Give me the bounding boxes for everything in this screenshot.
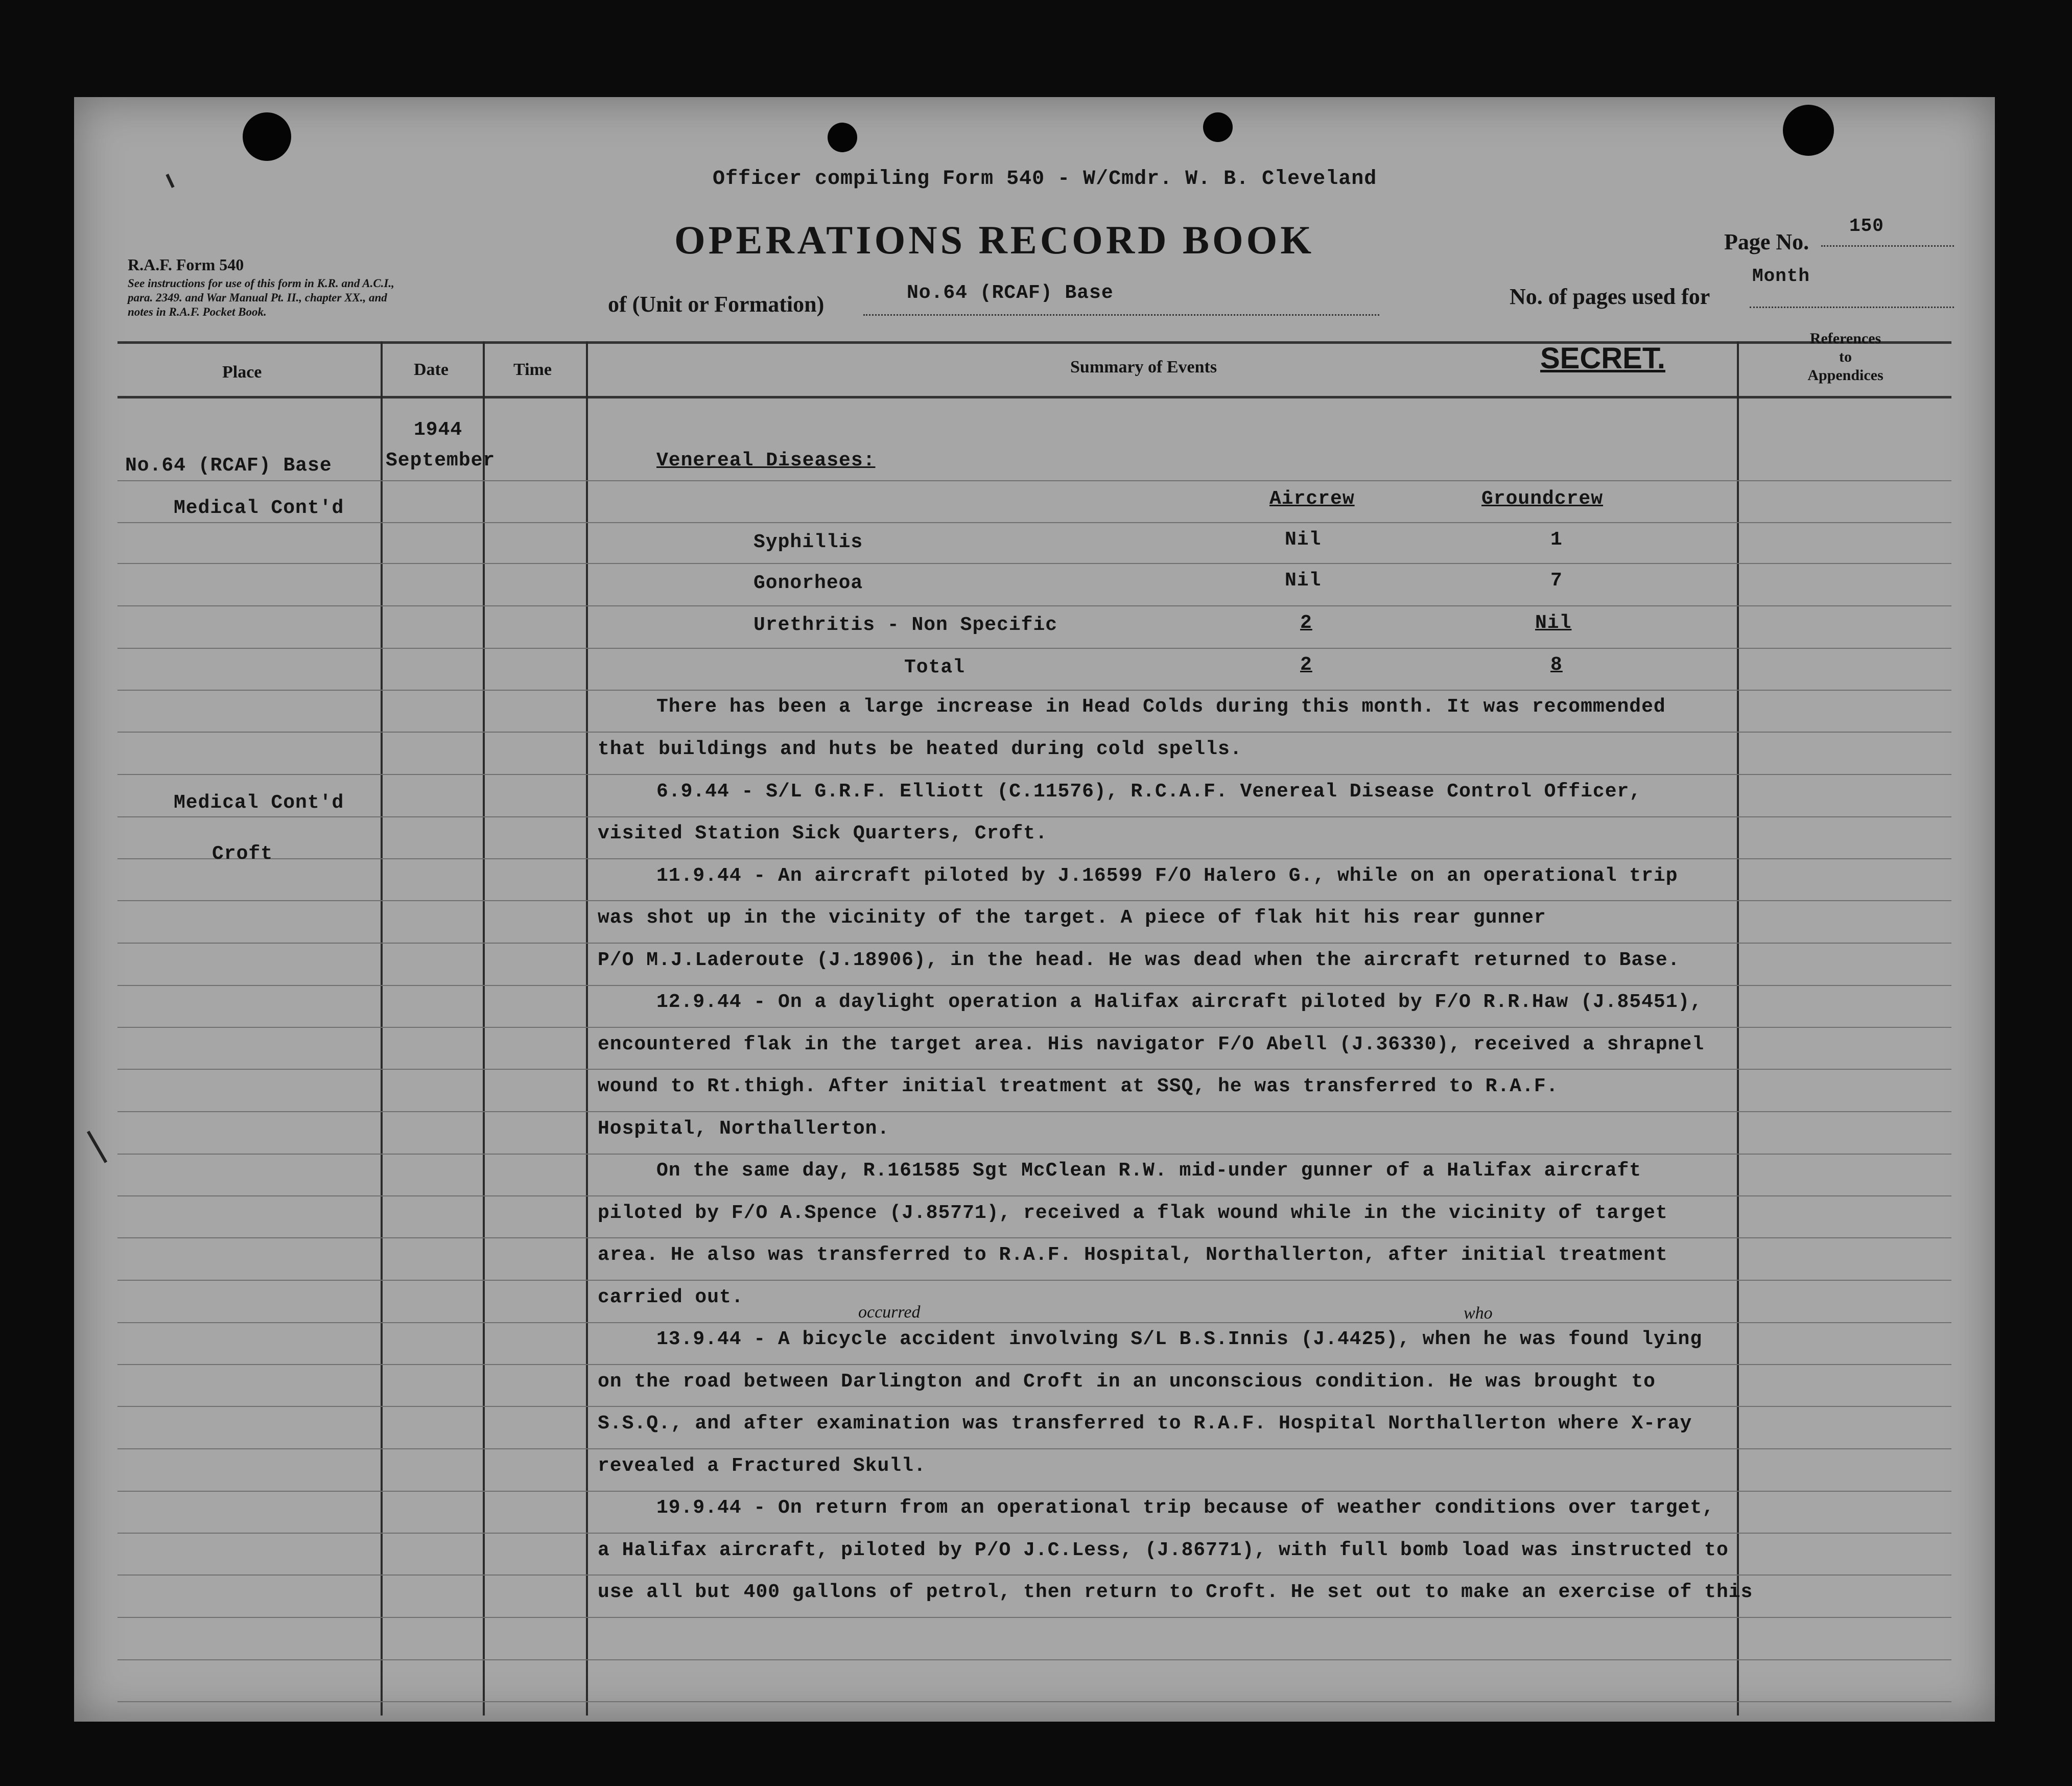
place-medical-contd-2: Medical Cont'd [174, 792, 344, 814]
ruled-line [117, 480, 1951, 481]
punch-hole-center-right [1203, 112, 1233, 142]
vd-heading: Venereal Diseases: [656, 450, 876, 472]
table-header-rule [117, 396, 1951, 398]
ruled-line [117, 690, 1951, 691]
punch-hole-right [1783, 105, 1834, 156]
margin-mark [87, 1131, 107, 1163]
place-croft: Croft [212, 843, 273, 865]
place-unit: No.64 (RCAF) Base [125, 455, 332, 477]
date-month: September [386, 450, 496, 472]
vd-row-groundcrew: Nil [1535, 612, 1572, 634]
vd-row-aircrew: 2 [1300, 654, 1312, 676]
margin-mark [166, 174, 174, 188]
date-year: 1944 [414, 419, 463, 441]
vd-row-aircrew: Nil [1285, 570, 1322, 592]
body-line: 19.9.44 - On return from an operational trip because of weather conditions over target, [656, 1497, 1714, 1519]
col-divider-summary-refs [1737, 341, 1739, 1716]
column-header-summary: Summary of Events [1070, 358, 1217, 377]
form-instruction-3: notes in R.A.F. Pocket Book. [128, 306, 267, 318]
form-instruction-1: See instructions for use of this form in K.R. and A.C.I., [128, 277, 394, 290]
column-header-references [1739, 330, 1951, 385]
ruled-line [117, 522, 1951, 523]
vd-row-label: Total [904, 656, 966, 678]
body-line: 11.9.44 - An aircraft piloted by J.16599 F/O Halero G., while on an operational trip [656, 865, 1678, 887]
unit-dotted-line [863, 314, 1379, 316]
ruled-line [117, 1491, 1951, 1492]
col-divider-place-date [381, 341, 383, 1716]
vd-row-aircrew: 2 [1300, 612, 1312, 634]
ruled-line [117, 1617, 1951, 1618]
ruled-line [117, 774, 1951, 775]
ruled-line [117, 1659, 1951, 1660]
body-line: use all but 400 gallons of petrol, then return to Croft. He set out to make an exercise of this [598, 1581, 1753, 1603]
form-instruction-2: para. 2349. and War Manual Pt. II., chapter XX., and [128, 291, 387, 304]
body-line: Hospital, Northallerton. [598, 1118, 890, 1140]
body-line: visited Station Sick Quarters, Croft. [598, 823, 1048, 844]
table-top-rule [117, 341, 1951, 344]
body-line: area. He also was transferred to R.A.F. Hospital, Northallerton, after initial treatment [598, 1244, 1668, 1266]
ruled-line [117, 1406, 1951, 1407]
ruled-line [117, 1069, 1951, 1070]
page-no-dotted-line [1821, 245, 1954, 247]
ruled-line [117, 1322, 1951, 1323]
body-line: On the same day, R.161585 Sgt McClean R.W. mid-under gunner of a Halifax aircraft [656, 1160, 1642, 1182]
ruled-line [117, 816, 1951, 817]
references-line-2: to [1839, 348, 1852, 365]
body-line: that buildings and huts be heated during cold spells. [598, 738, 1242, 760]
body-line: 13.9.44 - A bicycle accident involving S/L B.S.Innis (J.4425), when he was found lying [656, 1328, 1703, 1350]
vd-row-groundcrew: 1 [1550, 529, 1563, 551]
page-title: OPERATIONS RECORD BOOK [674, 218, 1315, 262]
pages-used-value: Month [1752, 266, 1810, 287]
col-divider-time-summary [586, 341, 588, 1716]
pages-used-label: No. of pages used for [1510, 284, 1710, 309]
ruled-line [117, 732, 1951, 733]
references-line-3: Appendices [1807, 367, 1883, 384]
body-line: carried out. [598, 1286, 744, 1308]
vd-row-label: Syphillis [754, 531, 863, 553]
place-medical-contd: Medical Cont'd [174, 497, 344, 519]
secret-stamp: SECRET. [1540, 342, 1665, 375]
vd-row-groundcrew: 8 [1550, 654, 1563, 676]
ruled-line [117, 1448, 1951, 1449]
body-line: piloted by F/O A.Spence (J.85771), received a flak wound while in the vicinity of target [598, 1202, 1668, 1224]
ruled-line [117, 1701, 1951, 1702]
body-line: a Halifax aircraft, piloted by P/O J.C.Less, (J.86771), with full bomb load was instructed to [598, 1539, 1729, 1561]
body-line: was shot up in the vicinity of the target. A piece of flak hit his rear gunner [598, 907, 1546, 929]
body-line: 12.9.44 - On a daylight operation a Halifax aircraft piloted by F/O R.R.Haw (J.85451), [656, 991, 1703, 1013]
vd-row-label: Urethritis - Non Specific [754, 614, 1058, 636]
vd-col-aircrew: Aircrew [1269, 488, 1355, 510]
form-id: R.A.F. Form 540 [128, 255, 244, 274]
ruled-line [117, 563, 1951, 564]
vd-row-aircrew: Nil [1285, 529, 1322, 551]
references-line-1: References [1809, 330, 1881, 347]
body-line: wound to Rt.thigh. After initial treatment at SSQ, he was transferred to R.A.F. [598, 1075, 1559, 1097]
body-line: 6.9.44 - S/L G.R.F. Elliott (C.11576), R.C.A.F. Venereal Disease Control Officer, [656, 781, 1642, 803]
vd-row-groundcrew: 7 [1550, 570, 1563, 592]
punch-hole-center-left [828, 123, 857, 152]
body-line: revealed a Fractured Skull. [598, 1455, 926, 1477]
ruled-line [117, 1575, 1951, 1576]
handwritten-occurred: occurred [858, 1303, 921, 1322]
ruled-line [117, 900, 1951, 901]
column-header-time: Time [513, 360, 552, 379]
ruled-line [117, 1154, 1951, 1155]
body-line: P/O M.J.Laderoute (J.18906), in the head. He was dead when the aircraft returned to Base. [598, 949, 1680, 971]
pages-used-dotted-line [1750, 307, 1954, 308]
ruled-line [117, 943, 1951, 944]
punch-hole-left [243, 112, 291, 161]
ruled-line [117, 1111, 1951, 1112]
ruled-line [117, 1280, 1951, 1281]
body-line: encountered flak in the target area. His navigator F/O Abell (J.36330), received a shrapnel [598, 1033, 1705, 1055]
body-line: on the road between Darlington and Croft in an unconscious condition. He was brought to [598, 1371, 1656, 1393]
vd-col-groundcrew: Groundcrew [1481, 488, 1604, 510]
body-line: S.S.Q., and after examination was transferred to R.A.F. Hospital Northallerton where X-ray [598, 1413, 1692, 1435]
vd-row-label: Gonorheoa [754, 572, 863, 594]
body-line: There has been a large increase in Head Colds during this month. It was recommended [656, 696, 1666, 718]
ruled-line [117, 648, 1951, 649]
form-page [74, 97, 1995, 1722]
ruled-line [117, 1364, 1951, 1365]
unit-value: No.64 (RCAF) Base [907, 282, 1114, 304]
column-header-date: Date [414, 360, 449, 379]
col-divider-date-time [483, 341, 485, 1716]
page-no-label: Page No. [1724, 229, 1809, 254]
ruled-line [117, 1027, 1951, 1028]
ruled-line [117, 1533, 1951, 1534]
handwritten-who: who [1464, 1304, 1493, 1323]
column-header-place: Place [222, 363, 262, 382]
unit-label: of (Unit or Formation) [608, 292, 825, 317]
compiler-line: Officer compiling Form 540 - W/Cmdr. W. B. Cleveland [713, 168, 1377, 191]
ruled-line [117, 858, 1951, 859]
ruled-line [117, 1195, 1951, 1196]
ruled-line [117, 1237, 1951, 1238]
ruled-line [117, 985, 1951, 986]
ruled-line [117, 605, 1951, 606]
page-no-value: 150 [1849, 216, 1884, 237]
